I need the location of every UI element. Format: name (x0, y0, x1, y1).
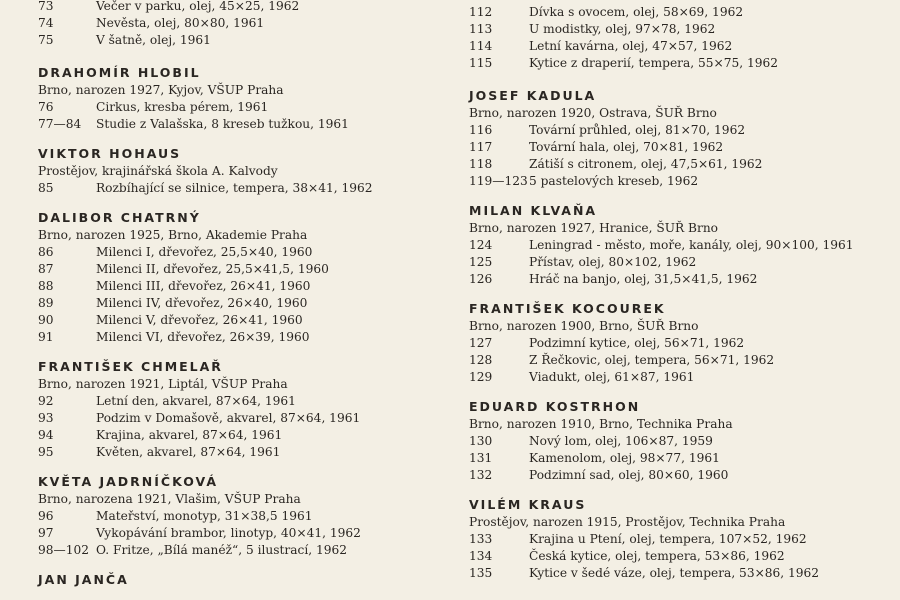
artist-name: DALIBOR CHATRNÝ (38, 210, 201, 225)
catalog-entry (469, 122, 889, 139)
entry-number: 126 (469, 272, 493, 286)
entry-title: Letní den, akvarel, 87×64, 1961 (96, 394, 296, 408)
entry-number: 89 (38, 296, 54, 310)
catalog-entry (469, 237, 889, 254)
artist-name: FRANTIŠEK KOCOUREK (469, 301, 666, 316)
entry-title: Krajina, akvarel, 87×64, 1961 (96, 428, 283, 442)
artist-section (38, 209, 458, 346)
entry-title: Krajina u Ptení, olej, tempera, 107×52, 1962 (529, 532, 807, 546)
artist-info: Prostějov, krajinářská škola A. Kalvody (38, 164, 278, 178)
entry-number: 88 (38, 279, 54, 293)
entry-number: 112 (469, 5, 493, 19)
entry-title: U modistky, olej, 97×78, 1962 (529, 22, 716, 36)
entry-number: 91 (38, 330, 54, 344)
artist-name: KVĚTA JADRNÍČKOVÁ (38, 474, 219, 489)
left-top-entries (38, 0, 458, 49)
catalog-entry (469, 156, 889, 173)
catalog-entry (469, 254, 889, 271)
entry-title: Večer v parku, olej, 45×25, 1962 (96, 0, 300, 13)
entry-number: 113 (469, 22, 493, 36)
entry-number: 117 (469, 140, 493, 154)
entry-number: 85 (38, 181, 54, 195)
catalog-entry (469, 548, 889, 565)
entry-number: 118 (469, 157, 493, 171)
artist-section (38, 473, 458, 559)
entry-number: 73 (38, 0, 54, 13)
entry-title: Milenci I, dřevořez, 25,5×40, 1960 (96, 245, 313, 259)
entry-number: 129 (469, 370, 493, 384)
catalog-entry (38, 508, 458, 525)
entry-title: Letní kavárna, olej, 47×57, 1962 (529, 39, 733, 53)
entry-number: 90 (38, 313, 54, 327)
artist-section (38, 64, 458, 133)
right-column (469, 4, 889, 582)
entry-number: 127 (469, 336, 493, 350)
catalog-entry (469, 369, 889, 386)
entry-title: Kamenolom, olej, 98×77, 1961 (529, 451, 720, 465)
catalog-entry (38, 312, 458, 329)
catalog-entry (38, 542, 458, 559)
artist-section (469, 300, 889, 386)
artist-name: EDUARD KOSTRHON (469, 399, 641, 414)
entry-title: Milenci VI, dřevořez, 26×39, 1960 (96, 330, 310, 344)
catalog-entry (469, 139, 889, 156)
entry-number: 95 (38, 445, 54, 459)
catalog-entry (38, 295, 458, 312)
artist-info: Prostějov, narozen 1915, Prostějov, Technika Praha (469, 515, 786, 529)
entry-title: Tovární průhled, olej, 81×70, 1962 (529, 123, 746, 137)
entry-title: Tovární hala, olej, 70×81, 1962 (529, 140, 724, 154)
left-column (38, 0, 458, 589)
catalog-entry (469, 433, 889, 450)
catalog-entry (38, 444, 458, 461)
catalog-entry (38, 15, 458, 32)
entry-number: 93 (38, 411, 54, 425)
catalog-entry (469, 565, 889, 582)
entry-title: Milenci III, dřevořez, 26×41, 1960 (96, 279, 311, 293)
artist-name: DRAHOMÍR HLOBIL (38, 65, 201, 80)
entry-number: 86 (38, 245, 54, 259)
artist-name: FRANTIŠEK CHMELAŘ (38, 359, 223, 374)
entry-number: 131 (469, 451, 493, 465)
artist-section (38, 358, 458, 461)
artist-info: Brno, narozen 1927, Hranice, ŠUŘ Brno (469, 221, 719, 235)
catalog-entry (469, 173, 889, 190)
entry-number: 75 (38, 33, 54, 47)
entry-number: 98—102 (38, 543, 89, 557)
artist-name: MILAN KLVAŇA (469, 203, 598, 218)
entry-title: Studie z Valašska, 8 kreseb tužkou, 1961 (96, 117, 349, 131)
entry-title: Milenci IV, dřevořez, 26×40, 1960 (96, 296, 308, 310)
entry-title: Květen, akvarel, 87×64, 1961 (96, 445, 281, 459)
entry-title: Podzim v Domašově, akvarel, 87×64, 1961 (96, 411, 361, 425)
artist-info: Brno, narozen 1920, Ostrava, ŠUŘ Brno (469, 106, 717, 120)
artist-section (469, 496, 889, 582)
entry-title: Podzimní kytice, olej, 56×71, 1962 (529, 336, 745, 350)
entry-number: 74 (38, 16, 54, 30)
entry-title: Zátiší s citronem, olej, 47,5×61, 1962 (529, 157, 763, 171)
entry-title: Viadukt, olej, 61×87, 1961 (529, 370, 695, 384)
entry-title: V šatně, olej, 1961 (96, 33, 211, 47)
catalog-entry (38, 32, 458, 49)
entry-number: 124 (469, 238, 493, 252)
artist-info: Brno, narozen 1900, Brno, ŠUŘ Brno (469, 319, 699, 333)
entry-number: 76 (38, 100, 54, 114)
artist-info: Brno, narozen 1910, Brno, Technika Praha (469, 417, 733, 431)
catalog-entry (38, 0, 458, 15)
artist-section (469, 87, 889, 190)
entry-number: 114 (469, 39, 493, 53)
entry-number: 135 (469, 566, 493, 580)
entry-title: Kytice z draperií, tempera, 55×75, 1962 (529, 56, 779, 70)
entry-number: 128 (469, 353, 493, 367)
catalog-entry (469, 21, 889, 38)
entry-title: Podzimní sad, olej, 80×60, 1960 (529, 468, 729, 482)
catalog-entry (38, 261, 458, 278)
entry-number: 132 (469, 468, 493, 482)
entry-number: 133 (469, 532, 493, 546)
entry-number: 119—123 (469, 174, 528, 188)
catalog-entry (38, 180, 458, 197)
artist-info: Brno, narozen 1925, Brno, Akademie Praha (38, 228, 308, 242)
entry-title: Rozbíhající se silnice, tempera, 38×41, 1962 (96, 181, 373, 195)
entry-number: 92 (38, 394, 54, 408)
catalog-entry (38, 99, 458, 116)
artist-info: Brno, narozen 1921, Liptál, VŠUP Praha (38, 377, 288, 391)
entry-title: Nevěsta, olej, 80×80, 1961 (96, 16, 265, 30)
entry-number: 94 (38, 428, 54, 442)
catalog-entry (38, 410, 458, 427)
catalog-entry (38, 278, 458, 295)
entry-title: Milenci II, dřevořez, 25,5×41,5, 1960 (96, 262, 329, 276)
entry-title: Kytice v šedé váze, olej, tempera, 53×86, 1962 (529, 566, 820, 580)
entry-title: Hráč na banjo, olej, 31,5×41,5, 1962 (529, 272, 758, 286)
artist-section (469, 202, 889, 288)
entry-title: Cirkus, kresba pérem, 1961 (96, 100, 269, 114)
entry-title: Dívka s ovocem, olej, 58×69, 1962 (529, 5, 744, 19)
catalog-entry (38, 244, 458, 261)
catalog-entry (469, 55, 889, 72)
artist-name: JOSEF KADULA (469, 88, 597, 103)
entry-title: Přístav, olej, 80×102, 1962 (529, 255, 697, 269)
entry-number: 116 (469, 123, 493, 137)
entry-title: Mateřství, monotyp, 31×38,5 1961 (96, 509, 313, 523)
artist-section (469, 398, 889, 484)
entry-number: 77—84 (38, 117, 82, 131)
artist-name: VIKTOR HOHAUS (38, 146, 182, 161)
entry-title: Česká kytice, olej, tempera, 53×86, 1962 (529, 549, 785, 563)
artist-name: VILÉM KRAUS (469, 497, 587, 512)
entry-title: Nový lom, olej, 106×87, 1959 (529, 434, 713, 448)
right-top-entries (469, 4, 889, 72)
entry-title: Milenci V, dřevořez, 26×41, 1960 (96, 313, 303, 327)
catalog-entry (38, 116, 458, 133)
catalog-entry (469, 450, 889, 467)
entry-title: Vykopávání brambor, linotyp, 40×41, 1962 (96, 526, 361, 540)
catalog-entry (469, 531, 889, 548)
artist-info: Brno, narozena 1921, Vlašim, VŠUP Praha (38, 492, 301, 506)
entry-number: 115 (469, 56, 493, 70)
catalog-entry (38, 525, 458, 542)
catalog-entry (469, 271, 889, 288)
catalog-entry (469, 352, 889, 369)
catalog-entry (38, 427, 458, 444)
catalog-entry (469, 4, 889, 21)
catalog-entry (469, 467, 889, 484)
artist-section (38, 145, 458, 197)
catalog-entry (38, 329, 458, 346)
entry-title: 5 pastelových kreseb, 1962 (529, 174, 699, 188)
entry-number: 87 (38, 262, 54, 276)
catalog-entry (469, 335, 889, 352)
artist-name: JAN JANČA (38, 572, 129, 587)
entry-number: 134 (469, 549, 493, 563)
entry-title: Z Řečkovic, olej, tempera, 56×71, 1962 (529, 353, 775, 367)
entry-title: Leningrad - město, moře, kanály, olej, 90×100, 1961 (529, 238, 854, 252)
artist-info: Brno, narozen 1927, Kyjov, VŠUP Praha (38, 83, 284, 97)
entry-title: O. Fritze, „Bílá manéž“, 5 ilustrací, 1962 (96, 543, 347, 557)
entry-number: 97 (38, 526, 54, 540)
catalog-entry (38, 393, 458, 410)
catalog-entry (469, 38, 889, 55)
entry-number: 130 (469, 434, 493, 448)
entry-number: 125 (469, 255, 493, 269)
artist-section (38, 571, 458, 589)
entry-number: 96 (38, 509, 54, 523)
